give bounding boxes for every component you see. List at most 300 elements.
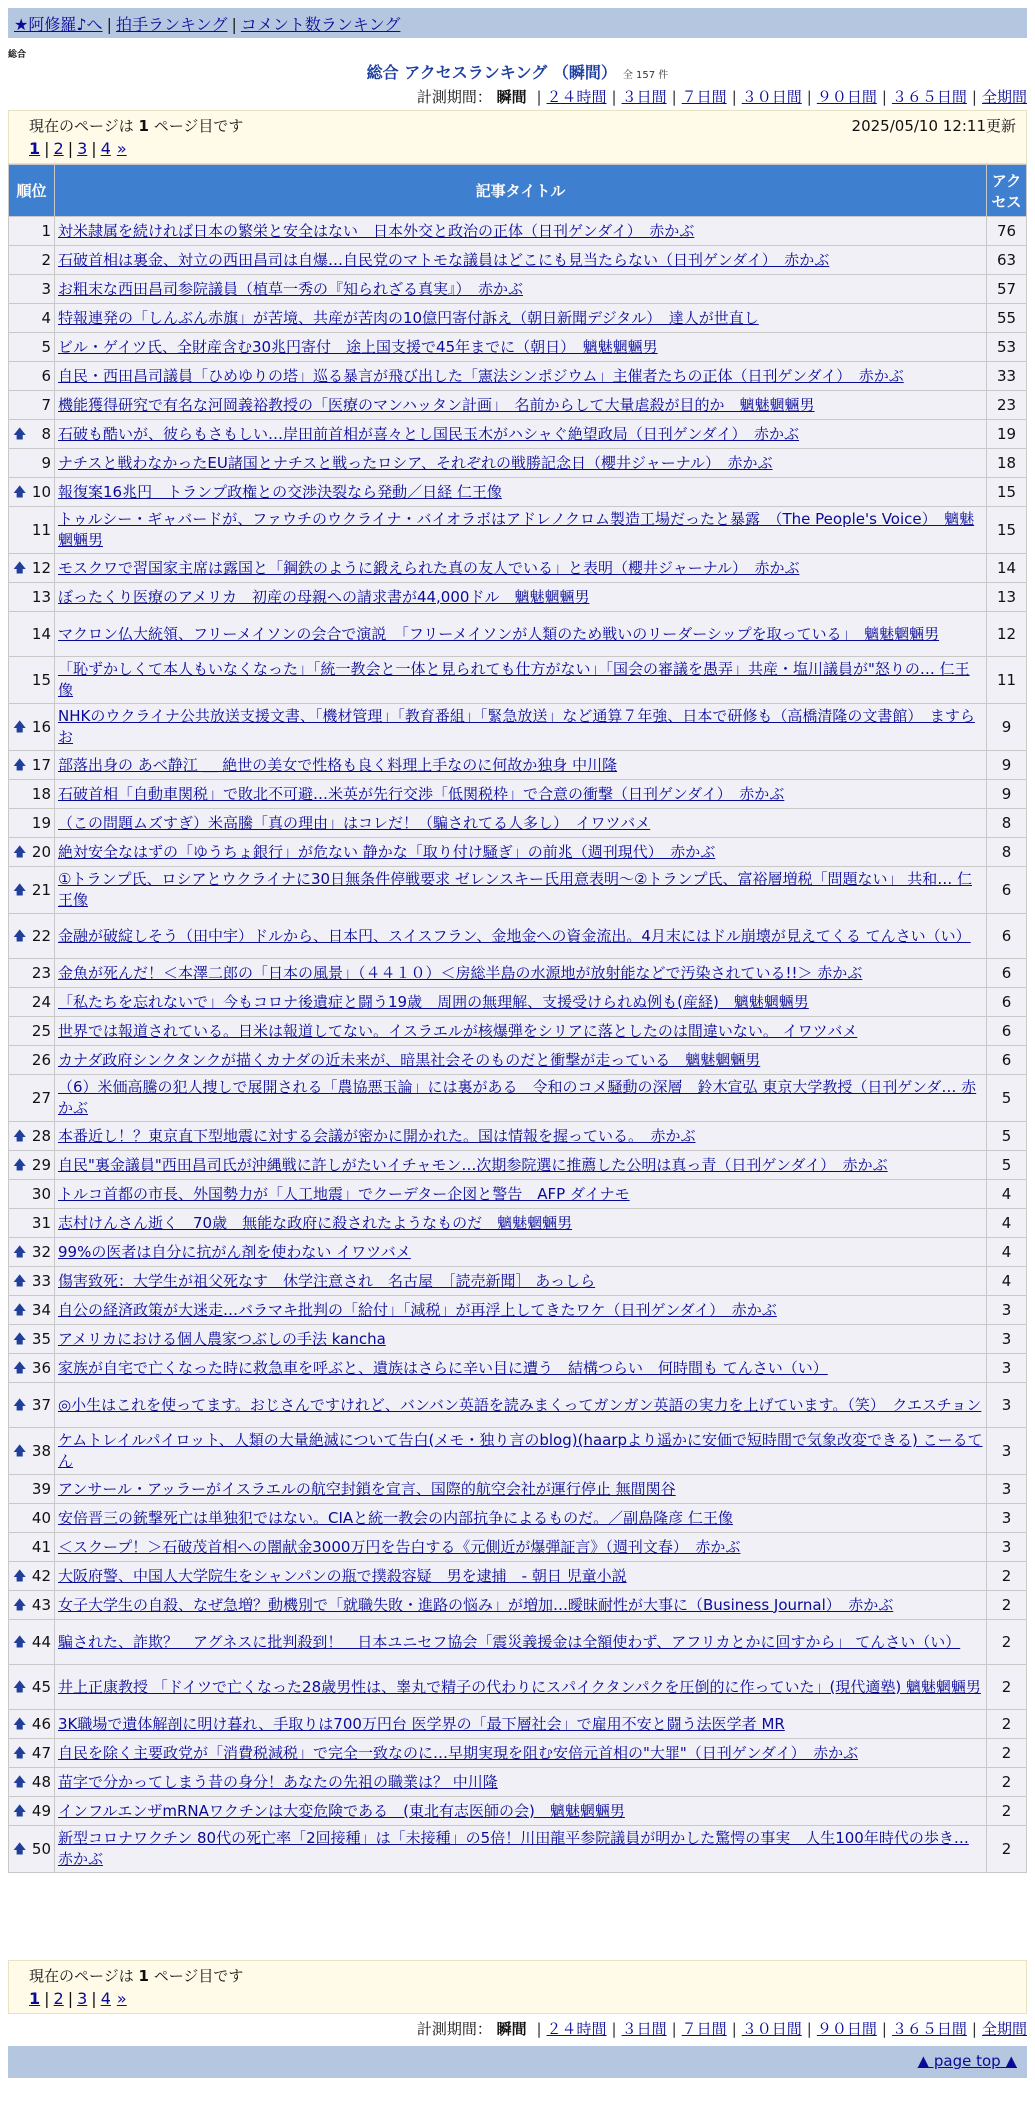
page-info-number: 1 <box>138 117 149 135</box>
article-link[interactable]: NHKのウクライナ公共放送支援文書、「機材管理」「教育番組」「緊急放送」など通算７年強、日本で研修も（高橋清隆の文書館） ますらお <box>58 707 975 746</box>
title-cell <box>55 333 987 362</box>
article-link[interactable]: ＜スクープ！＞石破茂首相への闇献金3000万円を告白する《元側近が爆弾証言》（週刊文春） 赤かぶ <box>58 1537 741 1556</box>
table-row <box>9 275 1027 304</box>
rank-number: 43 <box>31 1595 51 1614</box>
access-count: 3 <box>987 1354 1027 1383</box>
table-row <box>9 1665 1027 1710</box>
period-option-link[interactable]: ３日間 <box>621 2020 667 2038</box>
ranking-rows <box>9 217 1027 1873</box>
access-count: 23 <box>987 391 1027 420</box>
access-count: 11 <box>987 657 1027 704</box>
title-cell <box>55 478 987 507</box>
rank-cell <box>9 1151 55 1180</box>
rank-cell <box>9 1826 55 1873</box>
rank-number: 19 <box>31 813 51 832</box>
article-link[interactable]: 石破首相「自動車関税」で敗北不可避…米英が先行交渉「低関税枠」で合意の衝撃（日刊ゲンダイ） 赤かぶ <box>58 784 785 803</box>
article-link[interactable]: 騙された、詐欺？ アグネスに批判殺到！ 日本ユニセフ協会「震災義援金は全額使わず、アフリカとかに回すから」 てんさい（い） <box>58 1632 961 1651</box>
period-separator: | <box>611 88 617 106</box>
period-option-link[interactable]: ７日間 <box>681 88 727 106</box>
article-link[interactable]: トルコ首都の市長、外国勢力が「人工地震」でクーデター企図と警告 AFP ダイナモ <box>58 1184 630 1203</box>
page-info-prefix: 現在のページは <box>29 117 134 135</box>
clap-ranking-link[interactable]: 拍手ランキング <box>115 15 228 34</box>
article-link[interactable]: 「私たちを忘れないで」今もコロナ後遺症と闘う19歳 周囲の無理解、支援受けられぬ例も(産経) 魑魅魍魎男 <box>58 992 809 1011</box>
rank-cell <box>9 1017 55 1046</box>
rank-up-arrow-icon: 🡅 <box>13 1331 27 1347</box>
page-info-suffix: ページ目です <box>153 117 244 135</box>
article-link[interactable]: 自民を除く主要政党が「消費税減税」で完全一致なのに…早期実現を阻む安倍元首相の"大罪"（日刊ゲンダイ） 赤かぶ <box>58 1743 859 1762</box>
table-row <box>9 1151 1027 1180</box>
period-option-link[interactable]: ７日間 <box>681 2020 727 2038</box>
table-row <box>9 838 1027 867</box>
period-separator: | <box>806 2020 812 2038</box>
access-count: 3 <box>987 1504 1027 1533</box>
rank-up-arrow-icon: 🡅 <box>13 928 27 944</box>
article-link[interactable]: 99%の医者は自分に抗がん剤を使わない イワツバメ <box>58 1242 411 1261</box>
rank-cell <box>9 1383 55 1428</box>
title-cell <box>55 275 987 304</box>
article-link[interactable]: ナチスと戦わなかったEU諸国とナチスと戦ったロシア、それぞれの戦勝記念日（櫻井ジャーナル） 赤かぶ <box>58 453 773 472</box>
title-cell <box>55 420 987 449</box>
article-link[interactable]: 3K職場で遺体解剖に明け暮れ、手取りは700万円台 医学界の「最下層社会」で雇用不安と闘う法医学者 MR <box>58 1714 785 1733</box>
table-row <box>9 1826 1027 1873</box>
title-cell <box>55 1768 987 1797</box>
access-count: 4 <box>987 1267 1027 1296</box>
title-cell <box>55 1325 987 1354</box>
rank-number: 48 <box>31 1772 51 1791</box>
access-count: 57 <box>987 275 1027 304</box>
page-link[interactable]: 2 <box>53 139 64 158</box>
page-top-link[interactable]: ▲ page top ▲ <box>917 2052 1017 2070</box>
rank-cell <box>9 1267 55 1296</box>
table-row <box>9 362 1027 391</box>
rank-number: 17 <box>31 755 51 774</box>
access-count: 8 <box>987 838 1027 867</box>
access-count: 76 <box>987 217 1027 246</box>
title-cell <box>55 1591 987 1620</box>
article-link[interactable]: 苗字で分かってしまう昔の身分！あなたの先祖の職業は？ 中川隆 <box>58 1772 498 1791</box>
title-cell <box>55 1209 987 1238</box>
title-cell <box>55 704 987 751</box>
article-link[interactable]: 自公の経済政策が大迷走…バラマキ批判の「給付」「減税」が再浮上してきたワケ（日刊ゲンダイ） 赤かぶ <box>58 1300 777 1319</box>
table-row <box>9 1267 1027 1296</box>
article-link[interactable]: 家族が自宅で亡くなった時に救急車を呼ぶと、遺族はさらに辛い目に遭う 結構つらい 何時間も てんさい（い） <box>58 1358 828 1377</box>
period-separator: | <box>731 88 737 106</box>
access-count: 3 <box>987 1296 1027 1325</box>
article-link[interactable]: 「恥ずかしくて本人もいなくなった」「統一教会と一体と見られても仕方がない」「国会の審議を愚弄」共産・塩川議員が"怒りの… 仁王像 <box>58 660 970 699</box>
nav-separator: | <box>106 15 112 34</box>
article-link[interactable]: 安倍晋三の銃撃死亡は単独犯ではない。CIAと統一教会の内部抗争によるものだ。／副島隆彦 仁王像 <box>58 1508 733 1527</box>
rank-up-arrow-icon: 🡅 <box>13 1634 27 1650</box>
period-separator: | <box>671 2020 677 2038</box>
period-separator: | <box>536 2020 542 2038</box>
rank-number: 9 <box>41 453 51 472</box>
article-link[interactable]: モスクワで習国家主席は露国と「鋼鉄のように鍛えられた真の友人でいる」と表明（櫻井ジャーナル） 赤かぶ <box>58 558 800 577</box>
rank-up-arrow-icon: 🡅 <box>13 1244 27 1260</box>
table-row <box>9 507 1027 554</box>
table-row <box>9 1180 1027 1209</box>
access-count: 4 <box>987 1209 1027 1238</box>
title-cell <box>55 1075 987 1122</box>
rank-up-arrow-icon: 🡅 <box>13 484 27 500</box>
title-cell <box>55 809 987 838</box>
rank-header: 順位 <box>9 165 55 217</box>
pager-separator: | <box>44 1989 50 2008</box>
rank-number: 39 <box>31 1479 51 1498</box>
rank-up-arrow-icon: 🡅 <box>13 1128 27 1144</box>
rank-number: 34 <box>31 1300 51 1319</box>
access-count: 4 <box>987 1238 1027 1267</box>
rank-cell <box>9 1504 55 1533</box>
rank-up-arrow-icon: 🡅 <box>13 1841 27 1857</box>
page-link[interactable]: 2 <box>53 1989 64 2008</box>
title-cell <box>55 867 987 914</box>
period-option-link[interactable]: ３日間 <box>621 88 667 106</box>
table-row <box>9 1428 1027 1475</box>
period-option-link[interactable]: ３０日間 <box>741 2020 802 2038</box>
access-count: 3 <box>987 1475 1027 1504</box>
title-cell <box>55 1017 987 1046</box>
title-cell <box>55 1428 987 1475</box>
table-row <box>9 1238 1027 1267</box>
access-count: 2 <box>987 1768 1027 1797</box>
article-link[interactable]: 自民"裏金議員"西田昌司氏が沖縄戦に許しがたいイチャモン…次期参院選に推薦した公明は真っ青（日刊ゲンダイ） 赤かぶ <box>58 1155 888 1174</box>
article-link[interactable]: カナダ政府シンクタンクが描くカナダの近未来が、暗黒社会そのものだと衝撃が走っている 魑魅魍魎男 <box>58 1050 761 1069</box>
rank-number: 36 <box>31 1358 51 1377</box>
title-cell <box>55 1180 987 1209</box>
table-row <box>9 1209 1027 1238</box>
access-count: 2 <box>987 1620 1027 1665</box>
access-count: 6 <box>987 914 1027 959</box>
table-row <box>9 914 1027 959</box>
rank-number: 46 <box>31 1714 51 1733</box>
rank-up-arrow-icon: 🡅 <box>13 1443 27 1459</box>
article-link[interactable]: 金融が破綻しそう（田中宇）ドルから、日本円、スイスフラン、金地金への資金流出。4月末にはドル崩壊が見えてくる てんさい（い） <box>58 926 971 945</box>
article-link[interactable]: 世界では報道されている。日米は報道してない。イスラエルが核爆弾をシリアに落としたのは間違いない。 イワツバメ <box>58 1021 858 1040</box>
table-row <box>9 554 1027 583</box>
access-count: 15 <box>987 507 1027 554</box>
rank-up-arrow-icon: 🡅 <box>13 1273 27 1289</box>
access-count: 6 <box>987 1017 1027 1046</box>
article-link[interactable]: ケムトレイルパイロット、人類の大量絶滅について告白(メモ・独り言のblog)(haarpより遥かに安価で短時間で気象改変できる) こーるてん <box>58 1431 983 1470</box>
rank-cell <box>9 1620 55 1665</box>
rank-number: 41 <box>31 1537 51 1556</box>
table-row <box>9 217 1027 246</box>
comment-ranking-link[interactable]: コメント数ランキング <box>240 15 401 34</box>
period-option-link[interactable]: 全期間 <box>981 2020 1027 2038</box>
article-link[interactable]: トゥルシー・ギャバードが、ファウチのウクライナ・バイオラボはアドレノクロム製造工場だったと暴露 （The People's Voice） 魑魅魍魎男 <box>58 510 975 549</box>
period-separator: | <box>881 2020 887 2038</box>
title-cell <box>55 583 987 612</box>
title-cell <box>55 1504 987 1533</box>
period-option-link[interactable]: ９０日間 <box>816 88 877 106</box>
rank-up-arrow-icon: 🡅 <box>13 719 27 735</box>
article-link[interactable]: 対米隷属を続ければ日本の繁栄と安全はない 日本外交と政治の正体（日刊ゲンダイ） 赤かぶ <box>58 221 695 240</box>
page-link[interactable]: 4 <box>100 139 111 158</box>
access-count: 53 <box>987 333 1027 362</box>
article-link[interactable]: 傷害致死：大学生が祖父死なす 休学注意され 名古屋 ［読売新聞］ あっしら <box>58 1271 596 1290</box>
article-link[interactable]: マクロン仏大統領、フリーメイソンの会合で演説 「フリーメイソンが人類のため戦いのリーダーシップを取っている」 魑魅魍魎男 <box>58 624 940 643</box>
access-count: 6 <box>987 1046 1027 1075</box>
article-link[interactable]: アンサール・アッラーがイスラエルの航空封鎖を宣言、国際的航空会社が運行停止 無間関谷 <box>58 1479 676 1498</box>
article-link[interactable]: 特報連発の「しんぶん赤旗」が苦境、共産が苦肉の10億円寄付訴え（朝日新聞デジタル） 達人が世直し <box>58 308 759 327</box>
table-row <box>9 1533 1027 1562</box>
article-link[interactable]: ぼったくり医療のアメリカ 初産の母親への請求書が44,000ドル 魑魅魍魎男 <box>58 587 590 606</box>
rank-number: 20 <box>31 842 51 861</box>
period-option-link[interactable]: ３６５日間 <box>891 2020 967 2038</box>
table-row <box>9 867 1027 914</box>
rank-up-arrow-icon: 🡅 <box>13 1745 27 1761</box>
rank-number: 8 <box>41 424 51 443</box>
title-cell <box>55 612 987 657</box>
rank-cell <box>9 1325 55 1354</box>
title-cell <box>55 751 987 780</box>
rank-number: 21 <box>31 880 51 899</box>
pager-separator: | <box>91 1989 97 2008</box>
rank-cell <box>9 959 55 988</box>
title-cell <box>55 1739 987 1768</box>
table-row <box>9 1591 1027 1620</box>
rank-up-arrow-icon: 🡅 <box>13 1774 27 1790</box>
rank-cell <box>9 449 55 478</box>
title-cell <box>55 780 987 809</box>
rank-up-arrow-icon: 🡅 <box>13 1360 27 1376</box>
updated-timestamp: 2025/05/10 12:11更新 <box>851 117 1016 135</box>
access-count: 5 <box>987 1075 1027 1122</box>
page-link-current[interactable]: 1 <box>29 1989 41 2008</box>
rank-up-arrow-icon: 🡅 <box>13 844 27 860</box>
rank-number: 3 <box>41 279 51 298</box>
pager-separator: | <box>91 139 97 158</box>
period-option-link[interactable]: ９０日間 <box>816 2020 877 2038</box>
table-row <box>9 1383 1027 1428</box>
title-cell <box>55 217 987 246</box>
page-info-suffix: ページ目です <box>153 1967 244 1985</box>
rank-up-arrow-icon: 🡅 <box>13 1302 27 1318</box>
rank-cell <box>9 391 55 420</box>
rank-number: 2 <box>41 250 51 269</box>
period-label: 計測期間： <box>416 2020 492 2038</box>
article-link[interactable]: ビル・ゲイツ氏、全財産含む30兆円寄付 途上国支援で45年までに（朝日） 魑魅魍魎男 <box>58 337 658 356</box>
rank-cell <box>9 780 55 809</box>
table-row <box>9 391 1027 420</box>
article-link[interactable]: アメリカにおける個人農家つぶしの手法 kancha <box>58 1329 386 1348</box>
article-link[interactable]: 機能獲得研究で有名な河岡義裕教授の「医療のマンハッタン計画」 名前からして大量虐殺が目的か 魑魅魍魎男 <box>58 395 815 414</box>
rank-number: 26 <box>31 1050 51 1069</box>
title-cell <box>55 1710 987 1739</box>
article-link[interactable]: （この問題ムズすぎ）米高騰「真の理由」はコレだ！（騙されてる人多し） イワツバメ <box>58 813 651 832</box>
rank-cell <box>9 304 55 333</box>
period-option-link[interactable]: ３０日間 <box>741 88 802 106</box>
access-count: 2 <box>987 1665 1027 1710</box>
table-row <box>9 1075 1027 1122</box>
rank-number: 16 <box>31 717 51 736</box>
access-count: 3 <box>987 1533 1027 1562</box>
rank-number: 22 <box>31 926 51 945</box>
period-option-link[interactable]: 全期間 <box>981 88 1027 106</box>
rank-up-arrow-icon: 🡅 <box>13 560 27 576</box>
table-row <box>9 304 1027 333</box>
rank-up-arrow-icon: 🡅 <box>13 1716 27 1732</box>
table-row <box>9 1562 1027 1591</box>
rank-cell <box>9 1046 55 1075</box>
title-cell <box>55 362 987 391</box>
article-link[interactable]: 絶対安全なはずの「ゆうちょ銀行」が危ない 静かな「取り付け騒ぎ」の前兆（週刊現代） 赤かぶ <box>58 842 716 861</box>
title-cell <box>55 1151 987 1180</box>
title-cell <box>55 914 987 959</box>
table-row <box>9 1797 1027 1826</box>
table-row <box>9 333 1027 362</box>
table-row <box>9 959 1027 988</box>
access-count: 6 <box>987 959 1027 988</box>
access-count: 4 <box>987 1180 1027 1209</box>
article-link[interactable]: 本番近し！？東京直下型地震に対する会議が密かに開かれた。国は情報を握っている。 赤かぶ <box>58 1126 696 1145</box>
table-row <box>9 1710 1027 1739</box>
rank-cell <box>9 246 55 275</box>
article-link[interactable]: インフルエンザmRNAワクチンは大変危険である (東北有志医師の会) 魑魅魍魎男 <box>58 1801 625 1820</box>
rank-cell <box>9 1797 55 1826</box>
title-cell <box>55 246 987 275</box>
rank-number: 27 <box>31 1088 51 1107</box>
access-count: 63 <box>987 246 1027 275</box>
title-cell <box>55 657 987 704</box>
rank-number: 40 <box>31 1508 51 1527</box>
rank-up-arrow-icon: 🡅 <box>13 882 27 898</box>
article-link[interactable]: 石破首相は裏金、対立の西田昌司は自爆…自民党のマトモな議員はどこにも見当たらない（日刊ゲンダイ） 赤かぶ <box>58 250 830 269</box>
period-separator: | <box>611 2020 617 2038</box>
title-cell <box>55 959 987 988</box>
period-current: 瞬間 <box>496 2020 527 2038</box>
rank-cell <box>9 1428 55 1475</box>
rank-up-arrow-icon: 🡅 <box>13 426 27 442</box>
table-row <box>9 1504 1027 1533</box>
period-current: 瞬間 <box>496 88 527 106</box>
article-link[interactable]: 志村けんさん逝く 70歳 無能な政府に殺されたようなものだ 魑魅魍魎男 <box>58 1213 573 1232</box>
page-link[interactable]: 4 <box>100 1989 111 2008</box>
pager-separator: | <box>67 139 74 158</box>
rank-number: 12 <box>31 558 51 577</box>
rank-cell <box>9 583 55 612</box>
title-cell <box>55 1562 987 1591</box>
table-row <box>9 1017 1027 1046</box>
access-count: 5 <box>987 1151 1027 1180</box>
access-header: アクセス <box>987 165 1027 217</box>
access-count: 33 <box>987 362 1027 391</box>
article-link[interactable]: 部落出身の あべ静江 ＿ 絶世の美女で性格も良く料理上手なのに何故か独身 中川隆 <box>58 755 618 774</box>
article-link[interactable]: 石破も酷いが、彼らもさもしい…岸田前首相が喜々とし国民玉木がハシャぐ絶望政局（日刊ゲンダイ） 赤かぶ <box>58 424 800 443</box>
period-separator: | <box>971 88 977 106</box>
rank-cell <box>9 1533 55 1562</box>
rank-number: 49 <box>31 1801 51 1820</box>
access-count: 18 <box>987 449 1027 478</box>
home-link[interactable]: ★阿修羅♪へ <box>14 15 103 34</box>
period-separator: | <box>731 2020 737 2038</box>
page-link-current[interactable]: 1 <box>29 139 41 158</box>
rank-cell <box>9 275 55 304</box>
period-label: 計測期間： <box>416 88 492 106</box>
access-count: 2 <box>987 1591 1027 1620</box>
rank-cell <box>9 1768 55 1797</box>
access-count: 9 <box>987 780 1027 809</box>
rank-number: 1 <box>41 221 51 240</box>
article-link[interactable]: 女子大学生の自殺、なぜ急増？動機別で「就職失敗・進路の悩み」が増加…曖昧耐性が大事に（Business Journal） 赤かぶ <box>58 1595 894 1614</box>
article-link[interactable]: 自民・西田昌司議員「ひめゆりの塔」巡る暴言が飛び出した「憲法シンポジウム」主催者たちの正体（日刊ゲンダイ） 赤かぶ <box>58 366 904 385</box>
article-link[interactable]: ①トランプ氏、ロシアとウクライナに30日無条件停戦要求 ゼレンスキー氏用意表明～②トランプ氏、富裕層増税「問題ない」 共和… 仁王像 <box>58 870 973 909</box>
period-option-link[interactable]: ２４時間 <box>546 88 607 106</box>
article-link[interactable]: 新型コロナワクチン 80代の死亡率「2回接種」は「未接種」の5倍！川田龍平参院議員が明かした驚愕の事実 人生100年時代の歩き… 赤かぶ <box>58 1829 969 1868</box>
rank-number: 35 <box>31 1329 51 1348</box>
title-cell <box>55 1267 987 1296</box>
rank-number: 30 <box>31 1184 51 1203</box>
rank-cell <box>9 478 55 507</box>
rank-number: 7 <box>41 395 51 414</box>
period-option-link[interactable]: ２４時間 <box>546 2020 607 2038</box>
table-row <box>9 1325 1027 1354</box>
access-count: 9 <box>987 704 1027 751</box>
rank-cell <box>9 1591 55 1620</box>
period-options <box>531 88 1027 106</box>
rank-up-arrow-icon: 🡅 <box>13 1568 27 1584</box>
title-cell <box>55 1533 987 1562</box>
access-count: 2 <box>987 1797 1027 1826</box>
next-page-link[interactable]: » <box>116 1989 127 2008</box>
rank-up-arrow-icon: 🡅 <box>13 1597 27 1613</box>
rank-cell <box>9 1180 55 1209</box>
article-link[interactable]: （6）米価高騰の犯人捜しで展開される「農協悪玉論」には裏がある 令和のコメ騒動の深層 鈴木宣弘 東京大学教授（日刊ゲンダ… 赤かぶ <box>58 1078 977 1117</box>
period-options <box>531 2020 1027 2038</box>
table-row <box>9 1768 1027 1797</box>
rank-cell <box>9 1122 55 1151</box>
title-cell <box>55 391 987 420</box>
access-count: 5 <box>987 1122 1027 1151</box>
rank-number: 6 <box>41 366 51 385</box>
rank-cell <box>9 1354 55 1383</box>
page-link[interactable]: 3 <box>77 1989 88 2008</box>
article-link[interactable]: 井上正康教授 「ドイツで亡くなった28歳男性は、睾丸で精子の代わりにスパイクタンパクを圧倒的に作っていた」(現代適塾) 魑魅魍魎男 <box>58 1677 981 1696</box>
table-row <box>9 780 1027 809</box>
period-selector-bottom <box>417 2018 1027 2039</box>
rank-number: 5 <box>41 337 51 356</box>
rank-cell <box>9 704 55 751</box>
period-separator: | <box>536 88 542 106</box>
page-link[interactable]: 3 <box>77 139 88 158</box>
rank-number: 25 <box>31 1021 51 1040</box>
rank-cell <box>9 1238 55 1267</box>
article-link[interactable]: 金魚が死んだ！＜本澤二郎の「日本の風景」（４４１０）＜房総半島の水源地が放射能などで汚染されている!!＞ 赤かぶ <box>58 963 863 982</box>
article-link[interactable]: お粗末な西田昌司参院議員（植草一秀の『知られざる真実』） 赤かぶ <box>58 279 524 298</box>
period-selector-top <box>417 86 1027 107</box>
rank-cell <box>9 751 55 780</box>
page-title <box>0 60 1035 83</box>
footer-bar <box>8 2046 1027 2078</box>
nav-separator: | <box>231 15 237 34</box>
article-link[interactable]: 報復案16兆円 トランプ政権との交渉決裂なら発動／日経 仁王像 <box>58 482 502 501</box>
rank-cell <box>9 838 55 867</box>
rank-number: 31 <box>31 1213 51 1232</box>
access-count: 2 <box>987 1739 1027 1768</box>
title-cell <box>55 1238 987 1267</box>
next-page-link[interactable]: » <box>116 139 127 158</box>
page-info-number: 1 <box>138 1967 149 1985</box>
title-cell <box>55 988 987 1017</box>
article-link[interactable]: ◎小生はこれを使ってます。おじさんですけれど、バンバン英語を読みまくってガンガン英語の実力を上げています。（笑） クエスチョン <box>58 1395 982 1414</box>
table-row <box>9 1122 1027 1151</box>
period-option-link[interactable]: ３６５日間 <box>891 88 967 106</box>
article-link[interactable]: 大阪府警、中国人大学院生をシャンパンの瓶で撲殺容疑 男を逮捕 - 朝日 児童小説 <box>58 1566 627 1585</box>
access-count: 3 <box>987 1428 1027 1475</box>
table-header-row <box>9 165 1027 217</box>
table-row <box>9 988 1027 1017</box>
table-row <box>9 751 1027 780</box>
